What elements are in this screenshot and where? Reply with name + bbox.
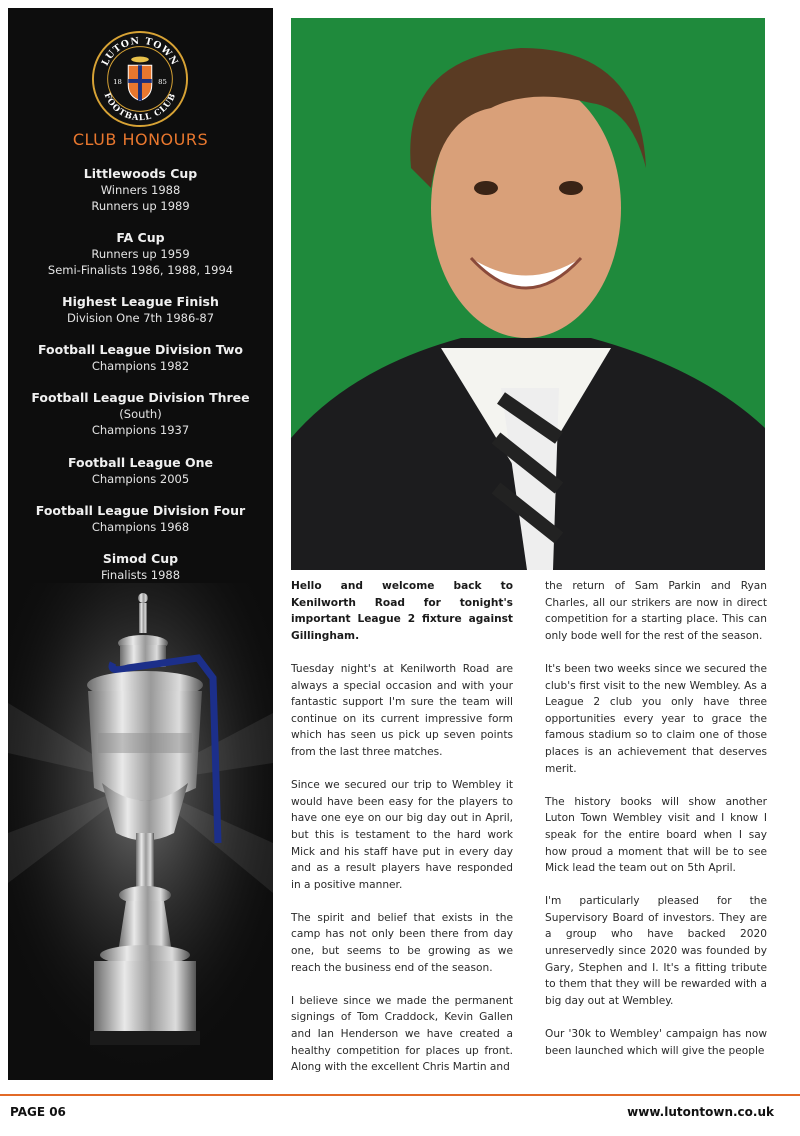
article-paragraph: the return of Sam Parkin and Ryan Charles, all our strikers are now in direct competition for a starting place. This can only bode well for the rest of the season. xyxy=(545,580,767,642)
honour-detail: Division One 7th 1986-87 xyxy=(66,311,215,325)
honours-sidebar xyxy=(8,8,273,1080)
honour-detail: (South) xyxy=(119,407,162,421)
article-column-2 xyxy=(545,578,767,1076)
article-paragraph: The spirit and belief that exists in the camp has not only been there from day one, but seems to be growing as we reach the business end of the season. xyxy=(291,911,513,974)
honour-detail: Champions 2005 xyxy=(91,472,190,486)
svg-text:FOOTBALL CLUB: FOOTBALL CLUB xyxy=(102,91,178,123)
svg-text:LUTON TOWN: LUTON TOWN xyxy=(99,35,181,68)
honour-highest-league-finish xyxy=(8,294,273,326)
honour-detail: Champions 1968 xyxy=(91,520,190,534)
honour-detail: Runners up 1959 xyxy=(91,247,190,261)
svg-text:85: 85 xyxy=(158,77,167,86)
club-crest-logo xyxy=(91,30,189,128)
honour-detail: Champions 1982 xyxy=(91,359,190,373)
article-column-1 xyxy=(291,578,513,1092)
honour-name: FA Cup xyxy=(116,230,165,245)
page-number: PAGE 06 xyxy=(10,1105,66,1119)
honour-league-one xyxy=(8,455,273,487)
honour-name: Football League Division Four xyxy=(35,503,246,518)
article-paragraph: I'm particularly pleased for the Supervisory Board of investors. They are a group who have backed 2020 unreservedly since 2020 was founded by Gary, Stephen and I. It's a fitting tribute to them that they will be rewarded with a big day out at Wembley. xyxy=(545,895,767,1007)
trophy-image xyxy=(8,583,273,1080)
article-intro-paragraph: Hello and welcome back to Kenilworth Road for tonight's important League 2 fixture against Gillingham. xyxy=(291,580,513,642)
honour-name: Football League One xyxy=(67,455,214,470)
honour-name: Football League Division Three xyxy=(31,390,250,405)
honour-detail: Semi-Finalists 1986, 1988, 1994 xyxy=(47,263,234,277)
honour-detail: Finalists 1988 xyxy=(100,568,181,582)
honour-name: Football League Division Two xyxy=(38,342,243,357)
article-paragraph: The history books will show another Luton Town Wembley visit and I know I speak for the entire board when I say how proud a moment that will be to see Mick lead the team out on 5th April. xyxy=(545,795,767,875)
honour-name: Highest League Finish xyxy=(62,294,219,309)
honour-fa-cup xyxy=(8,230,273,278)
svg-text:18: 18 xyxy=(113,77,122,86)
article-paragraph: I believe since we made the permanent signings of Tom Craddock, Kevin Gallen and Ian Henderson we have created a healthy competition for places up front. Along with the excellent Chris Martin and xyxy=(291,994,513,1074)
article-paragraph: Since we secured our trip to Wembley it would have been easy for the players to have one eye on our big day out in April, but this is testament to the hard work Mick and his staff have put in every day and as a result players have responded in a positive manner. xyxy=(291,779,513,891)
honour-littlewoods-cup xyxy=(8,166,273,214)
chairman-portrait-photo xyxy=(291,18,765,570)
honour-name: Simod Cup xyxy=(102,551,179,566)
website-link[interactable]: www.lutontown.co.uk xyxy=(627,1105,774,1119)
club-honours-title: CLUB HONOURS xyxy=(72,130,209,149)
article-paragraph: Tuesday night's at Kenilworth Road are always a special occasion and with your fantastic support I'm sure the team will continue on its current impressive form which has seen us pick up seven points from the last three matches. xyxy=(291,662,513,758)
honour-detail: Runners up 1989 xyxy=(91,199,190,213)
honour-detail: Champions 1937 xyxy=(91,423,190,437)
honour-division-two xyxy=(8,342,273,374)
article-paragraph: It's been two weeks since we secured the club's first visit to the new Wembley. As a League 2 club you only have three opportunities every year to grace the famous stadium so to claim one of those places is an achievement that deserves merit. xyxy=(545,662,767,775)
honour-division-three-south xyxy=(8,390,273,438)
footer-divider xyxy=(0,1094,800,1096)
honour-simod-cup xyxy=(8,551,273,583)
article-paragraph: Our '30k to Wembley' campaign has now been launched which will give the people xyxy=(545,1028,767,1057)
honour-division-four xyxy=(8,503,273,535)
honour-name: Littlewoods Cup xyxy=(83,166,198,181)
portrait-illustration xyxy=(291,18,765,570)
honour-detail: Winners 1988 xyxy=(100,183,181,197)
